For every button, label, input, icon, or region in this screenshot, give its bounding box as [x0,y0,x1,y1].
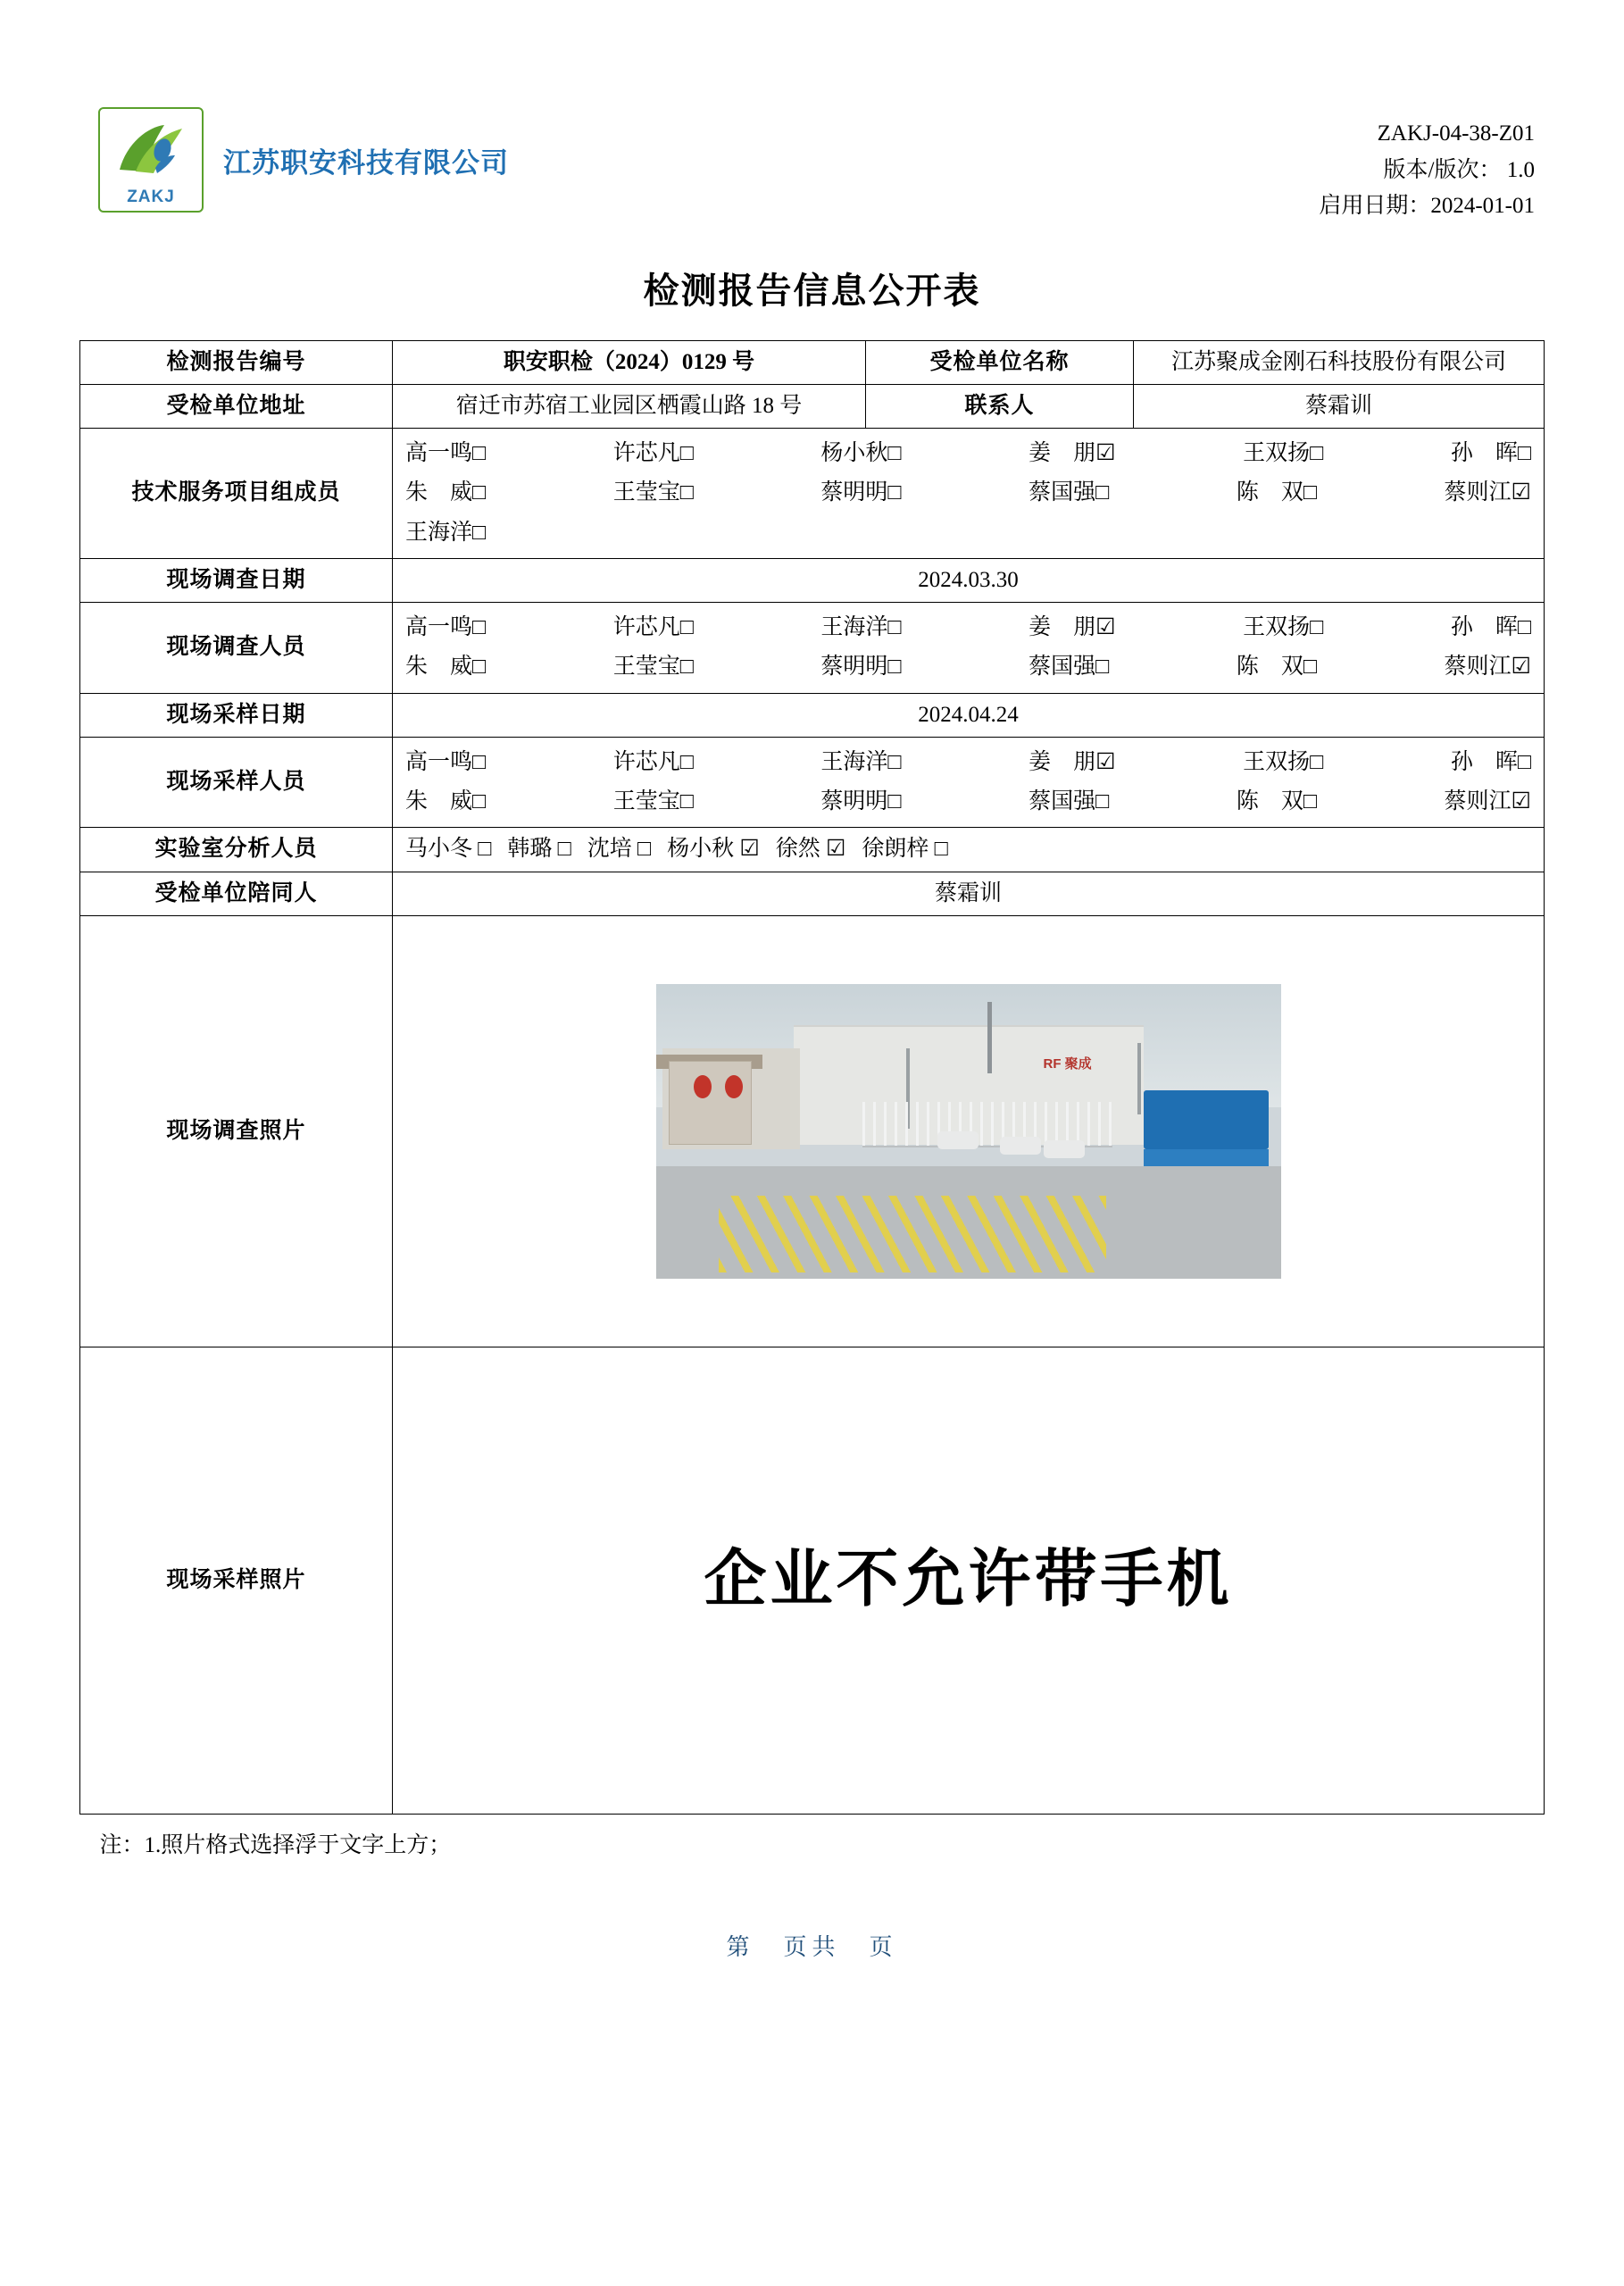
company-name: 江苏职安科技有限公司 [223,146,509,179]
sampling-staff-list [400,743,1537,822]
lab-staff-checkbox-item[interactable]: 徐然 ☑ [775,837,846,862]
survey-photo-label: 现场调查照片 [80,915,393,1347]
contact-value: 蔡霜训 [1134,384,1545,428]
table-row [80,828,1545,872]
table-row [80,1347,1545,1814]
person-checkbox-item[interactable]: 王莹宝□ [612,789,694,813]
person-checkbox-item[interactable]: 许芯凡□ [612,615,694,639]
address-label: 受检单位地址 [80,384,393,428]
team-members-cell [393,429,1545,559]
page-title: 检测报告信息公开表 [643,270,981,311]
doc-effective-date: 启用日期：2024-01-01 [1319,194,1535,218]
report-no-value: 职安职检（2024）0129 号 [393,340,866,384]
survey-staff-cell [393,603,1545,694]
person-checkbox-item[interactable]: 朱 威□ [405,789,487,813]
contact-label: 联系人 [866,384,1134,428]
person-checkbox-item[interactable]: 孙 晖□ [1450,615,1531,639]
team-members-list [400,434,1537,553]
person-checkbox-item[interactable]: 孙 晖□ [1450,441,1531,465]
person-checkbox-item[interactable]: 王莹宝□ [612,480,694,505]
person-checkbox-item[interactable]: 蔡国强□ [1029,480,1110,505]
sampling-staff-label: 现场采样人员 [80,737,393,828]
sampling-staff-cell [393,737,1545,828]
person-checkbox-item[interactable]: 蔡明明□ [820,789,902,813]
person-checkbox-item[interactable]: 蔡则江☑ [1444,789,1531,813]
lab-staff-checkbox-item[interactable]: 韩璐 □ [507,837,571,862]
header-brand [98,107,509,213]
header-meta [1319,107,1535,225]
lab-staff-checkbox-item[interactable]: 马小冬 □ [405,837,492,862]
person-checkbox-item[interactable]: 蔡国强□ [1029,655,1110,680]
lab-staff-checkbox-item[interactable]: 杨小秋 ☑ [667,837,760,862]
team-label: 技术服务项目组成员 [80,429,393,559]
person-checkbox-item[interactable]: 蔡明明□ [820,655,902,680]
report-no-label: 检测报告编号 [80,340,393,384]
person-checkbox-item[interactable]: 陈 双□ [1236,789,1317,813]
lab-staff-label: 实验室分析人员 [80,828,393,872]
person-checkbox-item[interactable]: 王双扬□ [1243,615,1324,639]
person-checkbox-item[interactable]: 王莹宝□ [612,655,694,680]
page-footer: 第 页共 页 [726,1933,898,1960]
person-checkbox-item[interactable]: 王海洋□ [405,520,487,545]
survey-staff-label: 现场调查人员 [80,603,393,694]
doc-code: ZAKJ-04-38-Z01 [1377,121,1535,146]
lab-staff-list [400,833,1537,865]
client-label: 受检单位名称 [866,340,1134,384]
sampling-photo-text: 企业不允许带手机 [704,1546,1233,1614]
person-checkbox-item[interactable]: 杨小秋□ [820,441,902,465]
lab-staff-checkbox-item[interactable]: 沈培 □ [587,837,652,862]
person-checkbox-item[interactable]: 姜 朋☑ [1029,615,1116,639]
sampling-date-value: 2024.04.24 [393,693,1545,737]
survey-date-value: 2024.03.30 [393,558,1545,602]
person-checkbox-item[interactable]: 许芯凡□ [612,441,694,465]
table-note: 注：1.照片格式选择浮于文字上方； [99,1832,452,1857]
person-checkbox-item[interactable]: 高一鸣□ [405,441,487,465]
table-row [80,915,1545,1347]
table-row [80,693,1545,737]
doc-version: 版本/版次： 1.0 [1383,157,1535,182]
sampling-date-label: 现场采样日期 [80,693,393,737]
person-checkbox-item[interactable]: 孙 晖□ [1450,749,1531,774]
lab-staff-cell [393,828,1545,872]
table-row [80,340,1545,384]
person-checkbox-item[interactable]: 王双扬□ [1243,749,1324,774]
survey-photo-cell [393,915,1545,1347]
escort-value: 蔡霜训 [393,872,1545,915]
person-checkbox-item[interactable]: 蔡国强□ [1029,789,1110,813]
company-logo [98,107,204,213]
survey-date-label: 现场调查日期 [80,558,393,602]
table-row [80,737,1545,828]
survey-photo-image: RF 聚成 [656,984,1281,1279]
table-row [80,429,1545,559]
person-checkbox-item[interactable]: 王海洋□ [820,615,902,639]
sampling-photo-cell [393,1347,1545,1814]
person-checkbox-item[interactable]: 蔡则江☑ [1444,480,1531,505]
person-checkbox-item[interactable]: 高一鸣□ [405,615,487,639]
lab-staff-checkbox-item[interactable]: 徐朗梓 □ [862,837,948,862]
logo-text: ZAKJ [127,188,175,206]
table-row [80,384,1545,428]
survey-staff-list [400,608,1537,688]
info-table [79,340,1545,1815]
person-checkbox-item[interactable]: 王海洋□ [820,749,902,774]
leaf-icon [109,116,195,180]
person-checkbox-item[interactable]: 蔡则江☑ [1444,655,1531,680]
sampling-photo-label: 现场采样照片 [80,1347,393,1814]
address-value: 宿迁市苏宿工业园区栖霞山路 18 号 [393,384,866,428]
table-row [80,558,1545,602]
table-row [80,603,1545,694]
person-checkbox-item[interactable]: 许芯凡□ [612,749,694,774]
person-checkbox-item[interactable]: 高一鸣□ [405,749,487,774]
escort-label: 受检单位陪同人 [80,872,393,915]
person-checkbox-item[interactable]: 蔡明明□ [820,480,902,505]
person-checkbox-item[interactable]: 姜 朋☑ [1029,749,1116,774]
person-checkbox-item[interactable]: 朱 威□ [405,655,487,680]
person-checkbox-item[interactable]: 陈 双□ [1236,480,1317,505]
person-checkbox-item[interactable]: 朱 威□ [405,480,487,505]
page-header [0,0,1624,225]
table-row [80,872,1545,915]
person-checkbox-item[interactable]: 姜 朋☑ [1029,441,1116,465]
client-value: 江苏聚成金刚石科技股份有限公司 [1134,340,1545,384]
person-checkbox-item[interactable]: 王双扬□ [1243,441,1324,465]
person-checkbox-item[interactable]: 陈 双□ [1236,655,1317,680]
